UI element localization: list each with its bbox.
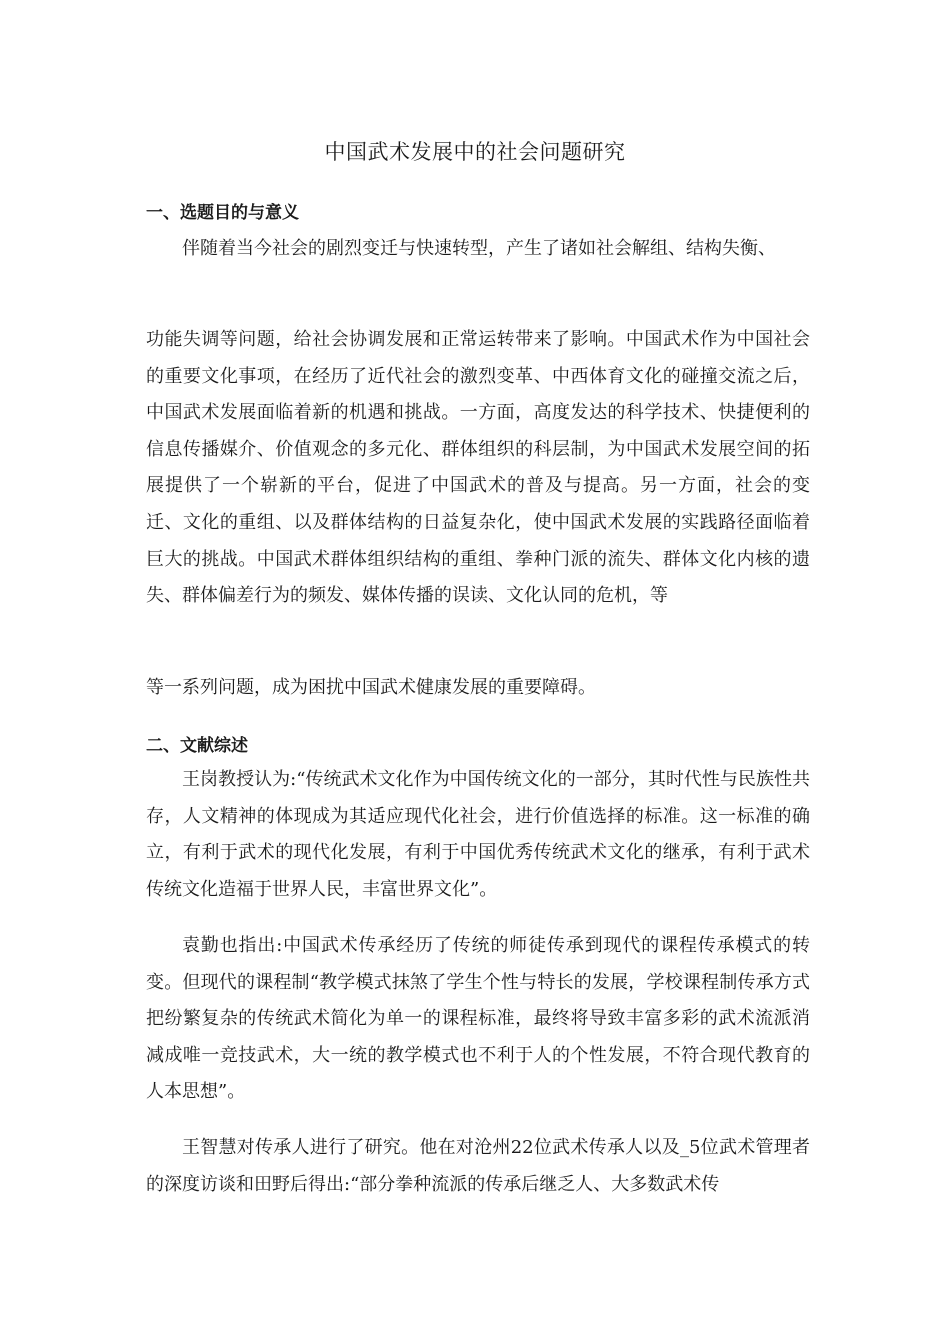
document-title: 中国武术发展中的社会问题研究 <box>324 140 626 164</box>
paragraph: 王岗教授认为:“传统武术文化作为中国传统文化的一部分，其时代性与民族性共存，人文精神的体现成为其适应现代化社会，进行价值选择的标准。这一标准的确立，有利于武术的现代化发展，有利于中国优秀传统武术文化的继承，有利于武术传统文化造福于世界人民，丰富世界文化”。 <box>146 769 810 900</box>
section-heading-purpose: 一、选题目的与意义 <box>146 203 299 223</box>
section-heading-literature-review: 二、文献综述 <box>146 736 248 756</box>
paragraph: 功能失调等问题，给社会协调发展和正常运转带来了影响。中国武术作为中国社会的重要文化事项，在经历了近代社会的激烈变革、中西体育文化的碰撞交流之后，中国武术发展面临着新的机遇和挑战。一方面，高度发达的科学技术、快捷便利的信息传播媒介、价值观念的多元化、群体组织的科层制，为中国武术发展空间的拓展提供了一个崭新的平台，促进了中国武术的普及与提高。另一方面，社会的变迁、文化的重组、以及群体结构的日益复杂化，使中国武术发展的实践路径面临着巨大的挑战。中国武术群体组织结构的重组、拳种门派的流失、群体文化内核的遗失、群体偏差行为的频发、媒体传播的误读、文化认同的危机，等 <box>146 329 810 607</box>
paragraph: 袁勤也指出:中国武术传承经历了传统的师徒传承到现代的课程传承模式的转变。但现代的课程制“教学模式抹煞了学生个性与特长的发展，学校课程制传承方式把纷繁复杂的传统武术简化为单一的课程标准，最终将导致丰富多彩的武术流派消减成唯一竞技武术，大一统的教学模式也不利于人的个性发展，不符合现代教育的人本思想”。 <box>146 935 810 1103</box>
paragraph: 伴随着当今社会的剧烈变迁与快速转型，产生了诸如社会解组、结构失衡、 <box>182 238 776 259</box>
paragraph: 等一系列问题，成为困扰中国武术健康发展的重要障碍。 <box>146 677 596 698</box>
paragraph: 王智慧对传承人进行了研究。他在对沧州22位武术传承人以及_5位武术管理者的深度访谈和田野后得出:“部分拳种流派的传承后继乏人、大多数武术传 <box>146 1137 810 1195</box>
